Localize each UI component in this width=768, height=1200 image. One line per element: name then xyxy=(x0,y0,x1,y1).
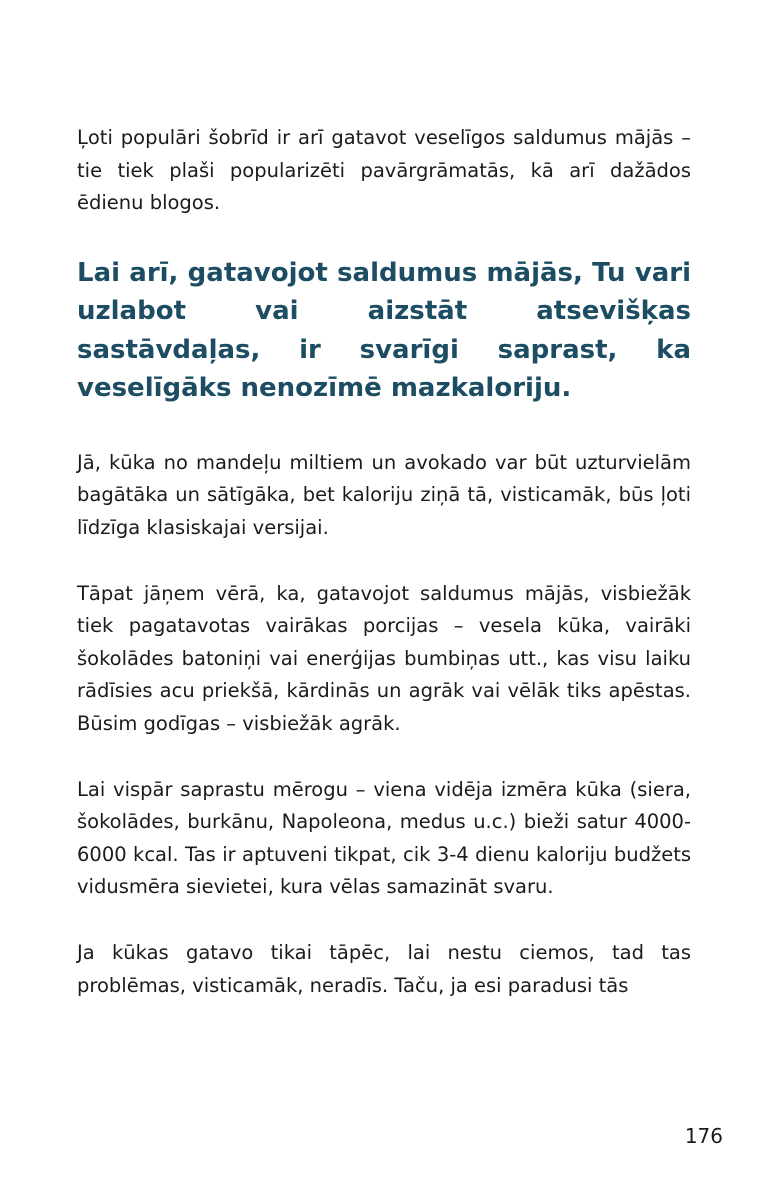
highlighted-statement: Lai arī, gatavojot saldumus mājās, Tu vari uzlabot vai aizstāt atsevišķas sastāvdaļas, ir svarīgi saprast, ka veselīgāks nenozīmē mazkaloriju. xyxy=(77,257,691,404)
page-content xyxy=(77,122,691,1035)
paragraph-scale: Lai vispār saprastu mērogu – viena vidēja izmēra kūka (siera, šokolādes, burkānu, Napoleona, medus u.c.) bieži satur 4000-6000 kcal. Tas ir aptuveni tikpat, cik 3-4 dienu kaloriju budžets vidusmēra sievietei, kura vēlas samazināt svaru. xyxy=(77,777,691,899)
page-number: 176 xyxy=(684,1124,723,1148)
paragraph-intro: Ļoti populāri šobrīd ir arī gatavot veselīgos saldumus mājās – tie tiek plaši popularizēti pavārgrāmatās, kā arī dažādos ēdienu blogos. xyxy=(77,126,691,215)
paragraph-almond-cake: Jā, kūka no mandeļu miltiem un avokado var būt uzturvielām bagātāka un sātīgāka, bet kaloriju ziņā tā, visticamāk, būs ļoti līdzīga klasiskajai versijai. xyxy=(77,450,691,539)
paragraph-visiting: Ja kūkas gatavo tikai tāpēc, lai nestu ciemos, tad tas problēmas, visticamāk, neradīs. Taču, ja esi paradusi tās xyxy=(77,940,691,997)
paragraph-portions: Tāpat jāņem vērā, ka, gatavojot saldumus mājās, visbiežāk tiek pagatavotas vairākas porcijas – vesela kūka, vairāki šokolādes batoniņi vai enerģijas bumbiņas utt., kas visu laiku rādīsies acu priekšā, kārdinās un agrāk vai vēlāk tiks apēstas. Būsim godīgas – visbiežāk agrāk. xyxy=(77,581,691,735)
